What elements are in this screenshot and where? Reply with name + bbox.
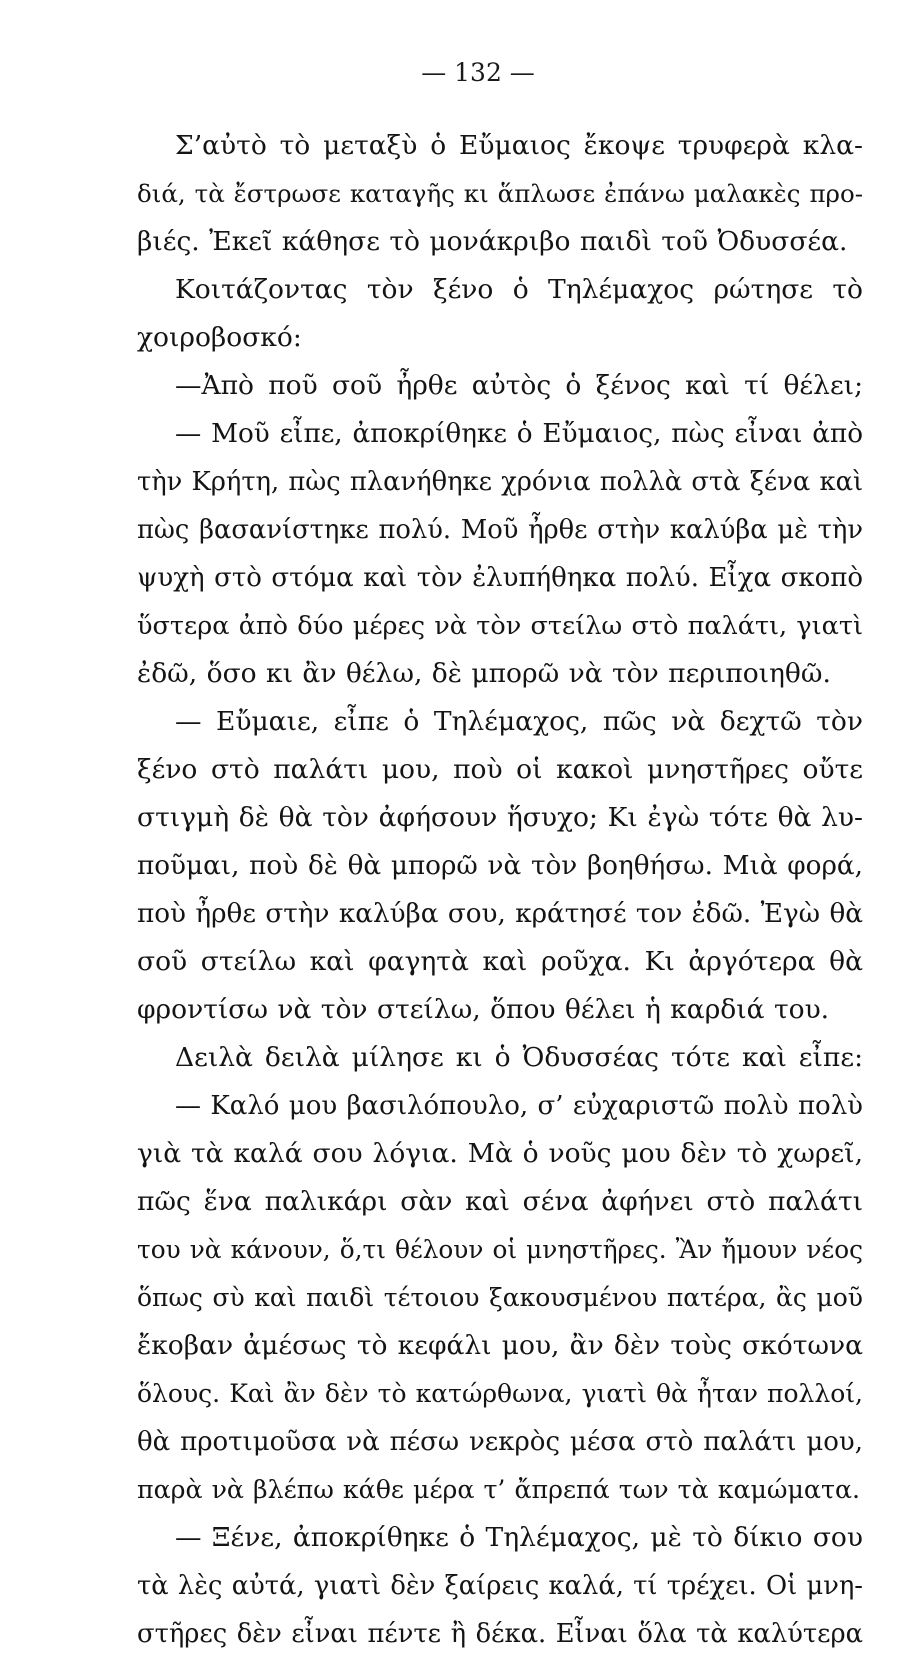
text-line: — Καλό μου βασιλόπουλο, σ’ εὐχαριστῶ πολὺ πολὺ [175, 1091, 863, 1121]
text-line: — Ξένε, ἀποκρίθηκε ὁ Τηλέμαχος, μὲ τὸ δίκιο σου [175, 1522, 863, 1553]
text-line: ποὺ ἦρθε στὴν καλύβα σου, κράτησέ τον ἐδῶ. Ἐγὼ θὰ [137, 899, 863, 929]
text-line: ἐδῶ, ὅσο κι ἂν θέλω, δὲ μπορῶ νὰ τὸν περιποιηθῶ. [137, 658, 831, 689]
text-line: ποῦμαι, ποὺ δὲ θὰ μπορῶ νὰ τὸν βοηθήσω. Μιὰ φορά, [137, 851, 863, 881]
text-line: Κοιτάζοντας τὸν ξένο ὁ Τηλέμαχος ρώτησε τὸ [175, 274, 863, 305]
text-line: στῆρες δὲν εἶναι πέντε ἢ δέκα. Εἶναι ὅλα τὰ καλύτερα [137, 1619, 863, 1649]
text-line: Σ’αὐτὸ τὸ μεταξὺ ὁ Εὔμαιος ἔκοψε τρυφερὰ κλα- [175, 130, 863, 161]
text-line: χοιροβοσκό: [137, 322, 302, 353]
text-line: πὼς βασανίστηκε πολύ. Μοῦ ἦρθε στὴν καλύβα μὲ τὴν [137, 515, 863, 545]
text-line: βιές. Ἐκεῖ κάθησε τὸ μονάκριβο παιδὶ τοῦ Ὀδυσσέα. [137, 226, 848, 257]
page-number: — 132 — [421, 58, 535, 87]
text-line: παρὰ νὰ βλέπω κάθε μέρα τ’ ἄπρεπά των τὰ καμώματα. [137, 1475, 861, 1504]
text-line: — Μοῦ εἶπε, ἀποκρίθηκε ὁ Εὔμαιος, πὼς εἶναι ἀπὸ [175, 419, 863, 449]
text-line: πῶς ἕνα παλικάρι σὰν καὶ σένα ἀφήνει στὸ παλάτι [137, 1186, 863, 1217]
text-line: διά, τὰ ἔστρωσε καταγῆς κι ἅπλωσε ἐπάνω μαλακὲς προ- [137, 179, 863, 208]
text-line: τὴν Κρήτη, πὼς πλανήθηκε χρόνια πολλὰ στὰ ξένα καὶ [137, 467, 864, 497]
text-line: ὅλους. Καὶ ἂν δὲν τὸ κατώρθωνα, γιατὶ θὰ ἦταν πολλοί, [137, 1379, 863, 1408]
text-line: ὅπως σὺ καὶ παιδὶ τέτοιου ξακουσμένου πατέρα, ἂς μοῦ [137, 1283, 863, 1312]
text-line: στιγμὴ δὲ θὰ τὸν ἀφήσουν ἥσυχο; Κι ἐγὼ τότε θὰ λυ- [137, 802, 863, 833]
text-line: Δειλὰ δειλὰ μίλησε κι ὁ Ὀδυσσέας τότε καὶ εἶπε: [175, 1042, 863, 1073]
text-line: ὕστερα ἀπὸ δύο μέρες νὰ τὸν στείλω στὸ παλάτι, γιατὶ [137, 611, 863, 641]
text-line: του νὰ κάνουν, ὅ,τι θέλουν οἱ μνηστῆρες. Ἂν ἤμουν νέος [137, 1235, 863, 1264]
text-line: θὰ προτιμοῦσα νὰ πέσω νεκρὸς μέσα στὸ παλάτι μου, [137, 1427, 863, 1457]
text-line: γιὰ τὰ καλά σου λόγια. Μὰ ὁ νοῦς μου δὲν τὸ χωρεῖ, [137, 1138, 863, 1169]
text-line: ξένο στὸ παλάτι μου, ποὺ οἱ κακοὶ μνηστῆρες οὔτε [137, 754, 863, 785]
text-line: φροντίσω νὰ τὸν στείλω, ὅπου θέλει ἡ καρδιά του. [137, 994, 830, 1025]
body-text [137, 122, 863, 1658]
text-line: ψυχὴ στὸ στόμα καὶ τὸν ἐλυπήθηκα πολύ. Εἶχα σκοπὸ [137, 563, 863, 593]
text-line: σοῦ στείλω καὶ φαγητὰ καὶ ροῦχα. Κι ἀργότερα θὰ [137, 946, 863, 977]
text-line: τὰ λὲς αὐτά, γιατὶ δὲν ξαίρεις καλά, τί τρέχει. Οἱ μνη- [137, 1571, 863, 1601]
text-line: — Εὔμαιε, εἶπε ὁ Τηλέμαχος, πῶς νὰ δεχτῶ τὸν [175, 706, 863, 737]
text-line: —Ἀπὸ ποῦ σοῦ ἦρθε αὐτὸς ὁ ξένος καὶ τί θέλει; [175, 370, 863, 401]
text-line: ἔκοβαν ἀμέσως τὸ κεφάλι μου, ἂν δὲν τοὺς σκότωνα [137, 1330, 863, 1361]
